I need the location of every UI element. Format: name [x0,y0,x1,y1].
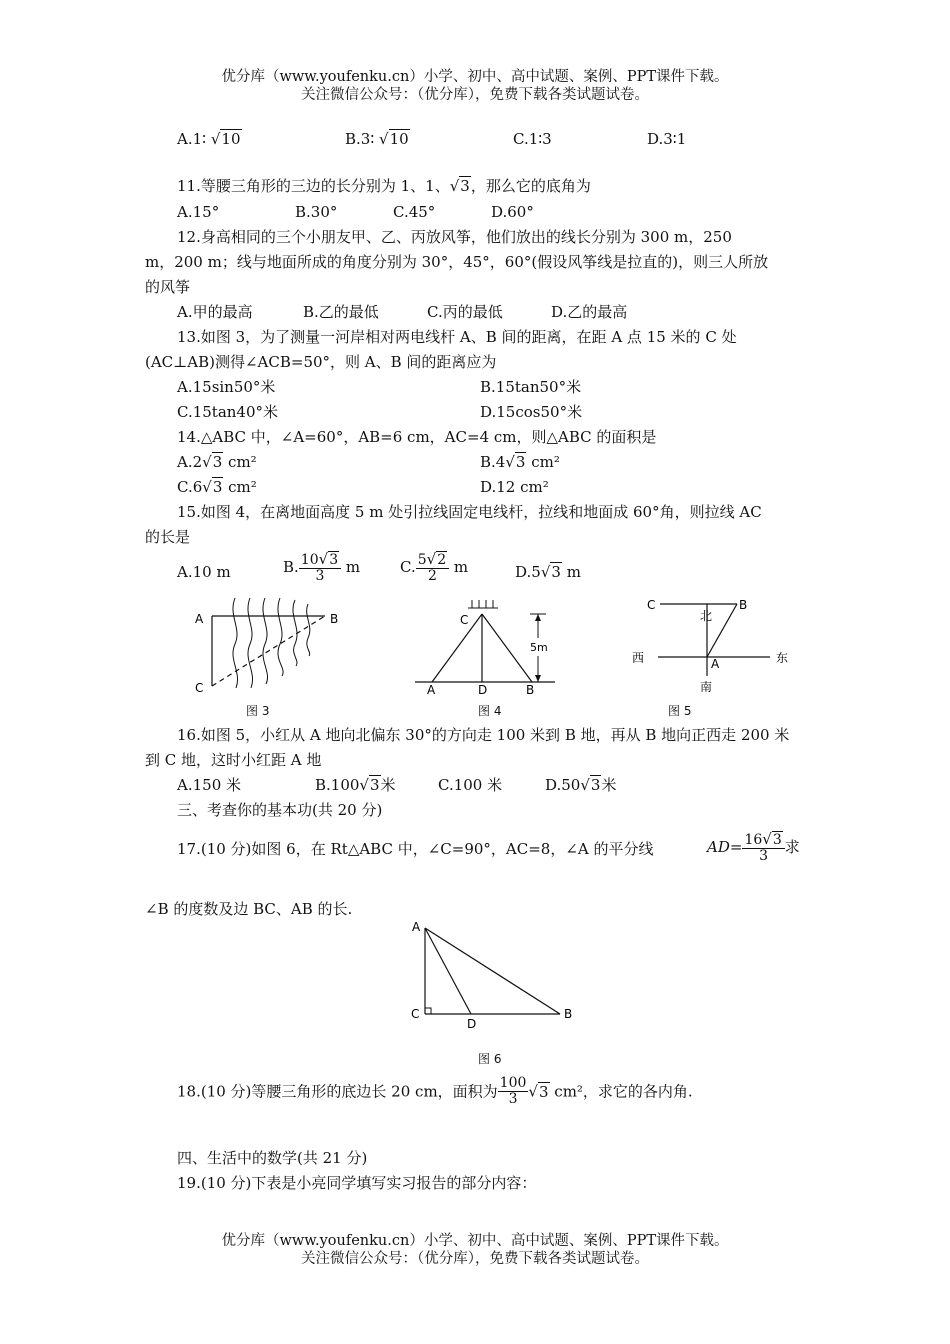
fig4-label-d: D [478,683,488,697]
q12-line-2: m，200 m；线与地面所成的角度分别为 30°，45°，60°(假设风筝线是拉直的)，则三人所放 [145,253,769,271]
q16-line-1: 16.如图 5，小红从 A 地向北偏东 30°的方向走 100 米到 B 地，再从 B 地向正西走 200 米 [177,726,790,744]
fig5-west: 西 [632,651,645,665]
q12-option-b: B.乙的最低 [303,303,379,321]
fig5-north: 北 [700,609,713,623]
q13-option-b: B.15tan50°米 [480,378,582,396]
q15-line-2: 的长是 [145,528,191,546]
fig6-label-d: D [467,1017,477,1031]
section-3-heading: 三、考查你的基本功(共 20 分) [177,801,383,819]
q13-option-a: A.15sin50°米 [177,378,276,396]
q11-option-d: D.60° [491,203,534,221]
q11-option-b: B.30° [295,203,338,221]
q16-option-d: D.50√3米 [545,776,617,794]
fig3-label-c: C [195,681,204,695]
q14-option-d: D.12 cm² [480,478,549,496]
q10-option-d: D.3∶1 [647,130,687,148]
q17-line-2: ∠B 的度数及边 BC、AB 的长. [145,900,353,918]
q10-option-c: C.1∶3 [513,130,552,148]
fig5-label-c: C [647,598,656,612]
fig5-south: 南 [700,680,713,694]
q17-stem: 17.(10 分)如图 6，在 Rt△ABC 中，∠C=90°，AC=8，∠A 的平分线 [177,840,654,858]
fig6-label-c: C [411,1007,420,1021]
fig4-label-b: B [526,683,535,697]
header-line-1: 优分库（www.youfenku.cn）小学、初中、高中试题、案例、PPT课件下载。 [221,69,729,85]
q13-line-1: 13.如图 3，为了测量一河岸相对两电线杆 A、B 间的距离，在距 A 点 15 米的 C 处 [177,328,737,346]
q16-line-2: 到 C 地，这时小红距 A 地 [145,751,322,769]
q11-option-a: A.15° [177,203,220,221]
q15-option-b: B. $\frac{10√3}{3}$ m [283,550,361,584]
figure-6-caption: 图 6 [478,1052,502,1066]
q16-option-a: A.150 米 [177,776,241,794]
fig3-label-b: B [330,612,339,626]
fig4-height-label: 5m [530,641,548,654]
fig5-east: 东 [776,651,789,665]
header-line-2: 关注微信公众号：（优分库），免费下载各类试题试卷。 [301,87,649,103]
fig5-label-a: A [711,657,720,671]
q13-option-d: D.15cos50°米 [480,403,583,421]
fig5-label-b: B [739,598,748,612]
figure-5-caption: 图 5 [668,704,692,718]
q16-option-b: B.100√3米 [315,776,396,794]
q17-ad-value: AD= $\frac{16√3}{3}$ 求 [707,830,800,864]
q12-option-d: D.乙的最高 [551,303,628,321]
q12-option-c: C.丙的最低 [427,303,503,321]
fig6-label-a: A [412,920,421,934]
footer-line-1: 优分库（www.youfenku.cn）小学、初中、高中试题、案例、PPT课件下载。 [221,1233,729,1249]
figure-6 [405,918,585,1034]
q14-option-b: B.4√3 cm² [480,453,560,471]
q16-option-c: C.100 米 [438,776,503,794]
q14-stem: 14.△ABC 中，∠A=60°，AB=6 cm，AC=4 cm，则△ABC 的面积是 [177,428,657,446]
q15-line-1: 15.如图 4，在离地面高度 5 m 处引拉线固定电线杆，拉线和地面成 60°角，则拉线 AC [177,503,762,521]
q10-option-b: B.3∶ √10 [345,130,409,148]
fig4-label-c: C [460,613,469,627]
q10-option-a: A.1∶ √10 [177,130,241,148]
q19-stem: 19.(10 分)下表是小亮同学填写实习报告的部分内容： [177,1174,537,1192]
q12-option-a: A.甲的最高 [177,303,253,321]
q18-stem: 18.(10 分)等腰三角形的底边长 20 cm，面积为 $\frac{100}{3}$ √3 cm²，求它的各内角. [177,1075,693,1107]
q13-option-c: C.15tan40°米 [177,403,279,421]
q11-stem: 11.等腰三角形的三边的长分别为 1、1、√3，那么它的底角为 [177,177,591,195]
q13-line-2: (AC⊥AB)测得∠ACB=50°，则 A、B 间的距离应为 [145,353,497,371]
figure-3 [190,596,350,700]
section-4-heading: 四、生活中的数学(共 21 分) [177,1149,368,1167]
q12-line-1: 12.身高相同的三个小朋友甲、乙、丙放风筝，他们放出的线长分别为 300 m，250 [177,228,732,246]
q14-option-a: A.2√3 cm² [177,453,257,471]
fig3-label-a: A [195,612,204,626]
q15-option-a: A.10 m [177,563,231,581]
figure-4-caption: 图 4 [478,704,502,718]
q11-option-c: C.45° [393,203,436,221]
q14-option-c: C.6√3 cm² [177,478,257,496]
q15-option-d: D.5√3 m [515,563,581,581]
figure-3-caption: 图 3 [246,704,270,718]
footer-line-2: 关注微信公众号：（优分库），免费下载各类试题试卷。 [301,1251,649,1267]
fig6-label-b: B [564,1007,573,1021]
fig4-label-a: A [427,683,436,697]
q15-option-c: C. $\frac{5√2}{2}$ m [400,550,469,584]
q12-line-3: 的风筝 [145,278,191,296]
figure-4 [410,594,560,700]
figure-5 [630,594,825,698]
